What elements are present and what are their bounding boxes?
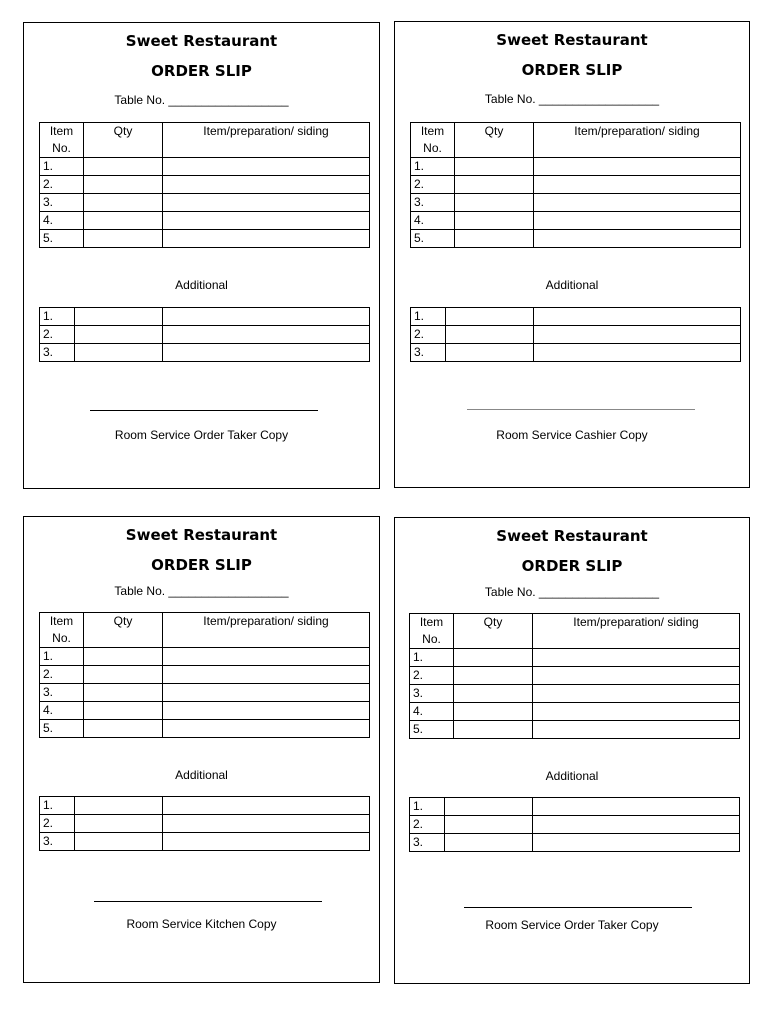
qty-cell[interactable] bbox=[454, 703, 533, 721]
qty-cell[interactable] bbox=[84, 158, 163, 176]
table-row bbox=[411, 176, 741, 194]
item-cell[interactable] bbox=[163, 326, 370, 344]
item-cell[interactable] bbox=[534, 176, 741, 194]
table-row bbox=[40, 308, 370, 326]
table-row bbox=[411, 326, 741, 344]
qty-cell[interactable] bbox=[455, 230, 534, 248]
table-number-field[interactable]: Table No. __________________ bbox=[114, 93, 289, 107]
row-number: 2. bbox=[411, 326, 446, 344]
row-number: 2. bbox=[40, 815, 75, 833]
additional-items-table bbox=[39, 796, 370, 851]
item-cell[interactable] bbox=[533, 667, 740, 685]
table-row bbox=[410, 798, 740, 816]
slip-heading: ORDER SLIP bbox=[151, 62, 252, 80]
item-cell[interactable] bbox=[163, 158, 370, 176]
row-number: 2. bbox=[411, 176, 455, 194]
table-number-field[interactable]: Table No. __________________ bbox=[114, 584, 289, 598]
slip-heading: ORDER SLIP bbox=[151, 556, 252, 574]
copy-label: Room Service Kitchen Copy bbox=[126, 917, 277, 931]
item-cell[interactable] bbox=[163, 684, 370, 702]
table-number-field[interactable]: Table No. __________________ bbox=[484, 92, 660, 106]
item-cell[interactable] bbox=[163, 702, 370, 720]
qty-cell[interactable] bbox=[84, 720, 163, 738]
table-number-field[interactable]: Table No. __________________ bbox=[484, 585, 660, 599]
table-row bbox=[40, 833, 370, 851]
item-cell[interactable] bbox=[534, 212, 741, 230]
table-row bbox=[40, 666, 370, 684]
qty-cell[interactable] bbox=[75, 326, 163, 344]
row-number: 3. bbox=[410, 834, 445, 852]
table-row bbox=[410, 834, 740, 852]
item-cell[interactable] bbox=[163, 344, 370, 362]
qty-cell[interactable] bbox=[454, 685, 533, 703]
row-number: 5. bbox=[40, 230, 84, 248]
table-row bbox=[411, 344, 741, 362]
table-header-row bbox=[411, 123, 741, 158]
table-row bbox=[40, 648, 370, 666]
item-cell[interactable] bbox=[534, 344, 741, 362]
row-number: 3. bbox=[40, 833, 75, 851]
item-cell[interactable] bbox=[534, 158, 741, 176]
additional-items-table bbox=[410, 307, 741, 362]
row-number: 3. bbox=[411, 194, 455, 212]
row-number: 1. bbox=[40, 308, 75, 326]
table-row bbox=[410, 685, 740, 703]
qty-cell[interactable] bbox=[75, 833, 163, 851]
copy-label: Room Service Order Taker Copy bbox=[114, 428, 289, 442]
additional-items-table bbox=[39, 307, 370, 362]
qty-cell[interactable] bbox=[75, 797, 163, 815]
restaurant-name: Sweet Restaurant bbox=[496, 527, 648, 545]
item-cell[interactable] bbox=[163, 176, 370, 194]
item-cell[interactable] bbox=[533, 816, 740, 834]
item-cell[interactable] bbox=[163, 648, 370, 666]
row-number: 2. bbox=[40, 326, 75, 344]
signature-line bbox=[464, 907, 692, 908]
item-cell[interactable] bbox=[163, 833, 370, 851]
table-row bbox=[411, 194, 741, 212]
table-row bbox=[40, 158, 370, 176]
table-row bbox=[410, 703, 740, 721]
item-cell[interactable] bbox=[534, 326, 741, 344]
table-row bbox=[40, 815, 370, 833]
row-number: 3. bbox=[40, 344, 75, 362]
row-number: 5. bbox=[411, 230, 455, 248]
qty-cell[interactable] bbox=[84, 648, 163, 666]
qty-cell[interactable] bbox=[454, 721, 533, 739]
order-slip-4 bbox=[394, 517, 750, 984]
qty-cell[interactable] bbox=[454, 649, 533, 667]
qty-cell[interactable] bbox=[75, 308, 163, 326]
row-number: 3. bbox=[40, 684, 84, 702]
slip-heading: ORDER SLIP bbox=[521, 61, 623, 79]
additional-label: Additional bbox=[545, 278, 599, 292]
restaurant-name: Sweet Restaurant bbox=[125, 32, 278, 50]
qty-cell[interactable] bbox=[455, 158, 534, 176]
row-number: 2. bbox=[410, 667, 454, 685]
item-cell[interactable] bbox=[163, 230, 370, 248]
header-qty: Qty bbox=[455, 123, 534, 158]
header-item-preparation: Item/preparation/ siding bbox=[163, 613, 370, 648]
restaurant-name: Sweet Restaurant bbox=[496, 31, 648, 49]
row-number: 1. bbox=[410, 649, 454, 667]
table-row bbox=[40, 212, 370, 230]
qty-cell[interactable] bbox=[455, 212, 534, 230]
row-number: 2. bbox=[40, 176, 84, 194]
item-cell[interactable] bbox=[534, 194, 741, 212]
table-row bbox=[40, 720, 370, 738]
item-cell[interactable] bbox=[534, 230, 741, 248]
header-item-preparation: Item/preparation/ siding bbox=[163, 123, 370, 158]
qty-cell[interactable] bbox=[84, 194, 163, 212]
row-number: 5. bbox=[410, 721, 454, 739]
row-number: 3. bbox=[40, 194, 84, 212]
additional-items-table bbox=[409, 797, 740, 852]
row-number: 4. bbox=[40, 702, 84, 720]
qty-cell[interactable] bbox=[455, 176, 534, 194]
qty-cell[interactable] bbox=[84, 212, 163, 230]
table-row bbox=[410, 816, 740, 834]
item-cell[interactable] bbox=[533, 721, 740, 739]
row-number: 2. bbox=[410, 816, 445, 834]
table-row bbox=[40, 176, 370, 194]
table-row bbox=[411, 212, 741, 230]
table-row bbox=[40, 194, 370, 212]
header-item-no: Item No. bbox=[410, 614, 454, 649]
item-cell[interactable] bbox=[163, 666, 370, 684]
table-header-row bbox=[410, 614, 740, 649]
row-number: 4. bbox=[40, 212, 84, 230]
qty-cell[interactable] bbox=[446, 326, 534, 344]
table-row bbox=[411, 230, 741, 248]
qty-cell[interactable] bbox=[75, 344, 163, 362]
row-number: 2. bbox=[40, 666, 84, 684]
slip-heading: ORDER SLIP bbox=[521, 557, 623, 575]
signature-line bbox=[94, 901, 322, 902]
qty-cell[interactable] bbox=[84, 666, 163, 684]
copy-label: Room Service Cashier Copy bbox=[496, 428, 648, 442]
row-number: 3. bbox=[411, 344, 446, 362]
qty-cell[interactable] bbox=[454, 667, 533, 685]
table-row bbox=[40, 684, 370, 702]
table-row bbox=[40, 702, 370, 720]
table-row bbox=[410, 667, 740, 685]
qty-cell[interactable] bbox=[84, 684, 163, 702]
qty-cell[interactable] bbox=[446, 308, 534, 326]
header-item-preparation: Item/preparation/ siding bbox=[534, 123, 741, 158]
qty-cell[interactable] bbox=[455, 194, 534, 212]
item-cell[interactable] bbox=[533, 834, 740, 852]
item-cell[interactable] bbox=[163, 797, 370, 815]
item-cell[interactable] bbox=[163, 720, 370, 738]
order-items-table bbox=[409, 613, 740, 739]
row-number: 1. bbox=[40, 648, 84, 666]
table-row bbox=[40, 230, 370, 248]
signature-line bbox=[467, 409, 695, 410]
header-qty: Qty bbox=[84, 123, 163, 158]
order-items-table bbox=[410, 122, 741, 248]
row-number: 1. bbox=[40, 797, 75, 815]
item-cell[interactable] bbox=[163, 194, 370, 212]
qty-cell[interactable] bbox=[446, 344, 534, 362]
header-item-preparation: Item/preparation/ siding bbox=[533, 614, 740, 649]
item-cell[interactable] bbox=[533, 703, 740, 721]
item-cell[interactable] bbox=[163, 815, 370, 833]
row-number: 4. bbox=[410, 703, 454, 721]
header-item-no: Item No. bbox=[40, 123, 84, 158]
order-slip-2 bbox=[394, 21, 750, 488]
row-number: 1. bbox=[40, 158, 84, 176]
row-number: 4. bbox=[411, 212, 455, 230]
qty-cell[interactable] bbox=[84, 702, 163, 720]
order-slip-3 bbox=[23, 516, 380, 983]
signature-line bbox=[90, 410, 318, 411]
item-cell[interactable] bbox=[533, 685, 740, 703]
row-number: 5. bbox=[40, 720, 84, 738]
order-items-table bbox=[39, 612, 370, 738]
restaurant-name: Sweet Restaurant bbox=[125, 526, 278, 544]
header-qty: Qty bbox=[84, 613, 163, 648]
table-row bbox=[40, 344, 370, 362]
table-row bbox=[410, 649, 740, 667]
table-row bbox=[410, 721, 740, 739]
qty-cell[interactable] bbox=[445, 834, 533, 852]
table-row bbox=[411, 308, 741, 326]
table-row bbox=[40, 797, 370, 815]
order-items-table bbox=[39, 122, 370, 248]
header-qty: Qty bbox=[454, 614, 533, 649]
qty-cell[interactable] bbox=[75, 815, 163, 833]
row-number: 3. bbox=[410, 685, 454, 703]
header-item-no: Item No. bbox=[411, 123, 455, 158]
qty-cell[interactable] bbox=[445, 816, 533, 834]
additional-label: Additional bbox=[175, 768, 228, 782]
additional-label: Additional bbox=[545, 769, 599, 783]
row-number: 1. bbox=[411, 308, 446, 326]
row-number: 1. bbox=[411, 158, 455, 176]
qty-cell[interactable] bbox=[445, 798, 533, 816]
order-slip-1 bbox=[23, 22, 380, 489]
qty-cell[interactable] bbox=[84, 230, 163, 248]
item-cell[interactable] bbox=[533, 798, 740, 816]
table-row bbox=[411, 158, 741, 176]
table-header-row bbox=[40, 613, 370, 648]
item-cell[interactable] bbox=[534, 308, 741, 326]
item-cell[interactable] bbox=[163, 308, 370, 326]
item-cell[interactable] bbox=[533, 649, 740, 667]
row-number: 1. bbox=[410, 798, 445, 816]
table-row bbox=[40, 326, 370, 344]
table-header-row bbox=[40, 123, 370, 158]
qty-cell[interactable] bbox=[84, 176, 163, 194]
header-item-no: Item No. bbox=[40, 613, 84, 648]
item-cell[interactable] bbox=[163, 212, 370, 230]
additional-label: Additional bbox=[175, 278, 228, 292]
copy-label: Room Service Order Taker Copy bbox=[485, 918, 659, 932]
